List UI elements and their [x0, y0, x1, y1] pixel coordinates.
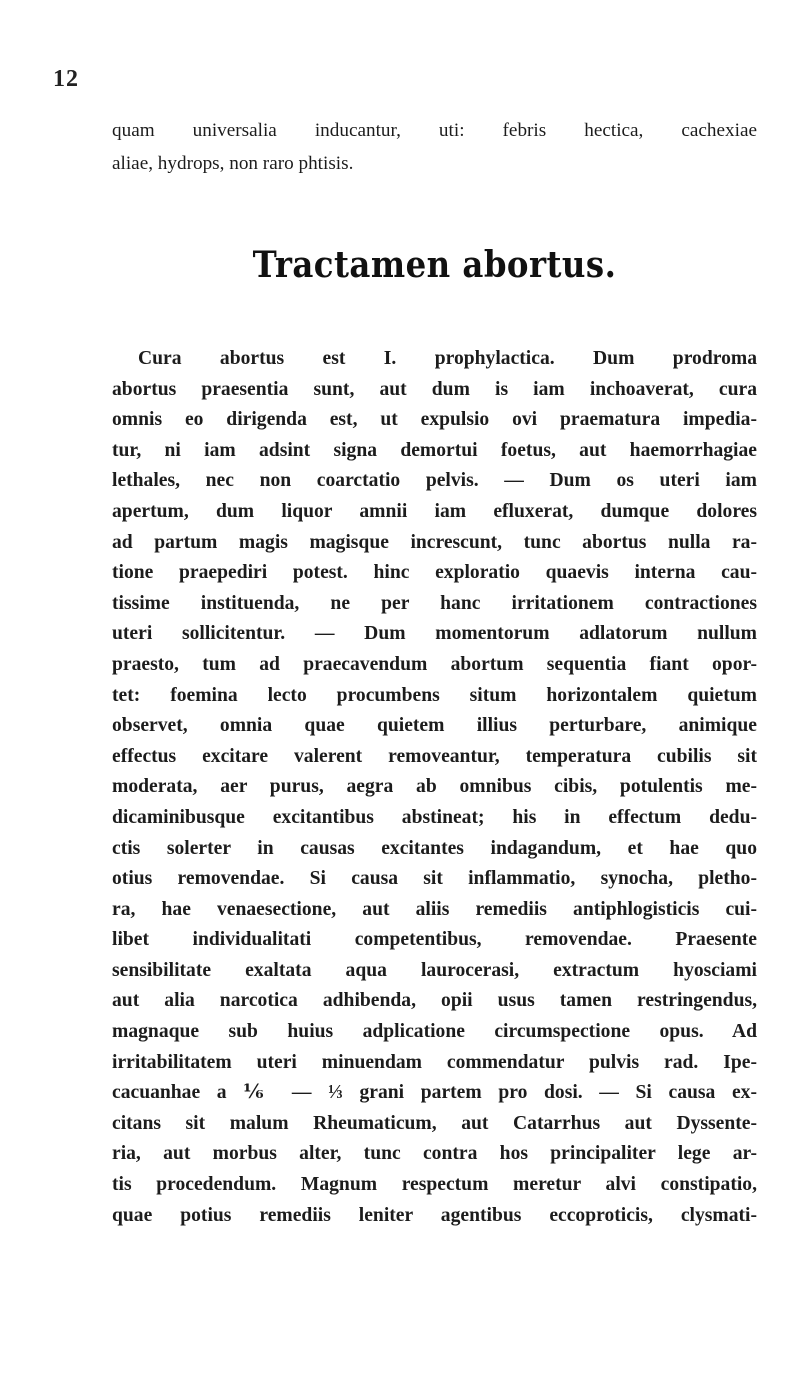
text-line: aut alia narcotica adhibenda, opii usus tamen restringendus, [112, 990, 757, 1012]
text-line: observet, omnia quae quietem illius perturbare, animique [112, 715, 757, 737]
text-line: uteri sollicitentur. — Dum momentorum adlatorum nullum [112, 623, 757, 645]
text-line: ad partum magis magisque increscunt, tunc abortus nulla ra- [112, 531, 757, 553]
text-line: lethales, nec non coarctatio pelvis. — Dum os uteri iam [112, 470, 757, 492]
page-number: 12 [53, 66, 79, 92]
body-paragraph [112, 344, 757, 1231]
section-heading: Tractamen abortus. [252, 244, 617, 286]
text-line: quam universalia inducantur, uti: febris hectica, cachexiae [112, 120, 757, 141]
text-line: moderata, aer purus, aegra ab omnibus cibis, potulentis me- [112, 776, 757, 798]
text-line: tissime instituenda, ne per hanc irritationem contractiones [112, 592, 757, 614]
text-line: ctis solerter in causas excitantes indagandum, et hae quo [112, 837, 757, 859]
text-line: praesto, tum ad praecavendum abortum sequentia fiant opor- [112, 653, 757, 675]
text-line: otius removendae. Si causa sit inflammatio, synocha, pletho- [112, 868, 757, 890]
text-line: ra, hae venaesectione, aut aliis remediis antiphlogisticis cui- [112, 898, 757, 920]
text-line: magnaque sub huius adplicatione circumspectione opus. Ad [112, 1021, 757, 1043]
text-line: abortus praesentia sunt, aut dum is iam inchoaverat, cura [112, 378, 757, 400]
text-line: effectus excitare valerent removeantur, temperatura cubilis sit [112, 745, 757, 767]
text-line: tione praepediri potest. hinc exploratio quaevis interna cau- [112, 562, 757, 584]
text-line: tis procedendum. Magnum respectum meretur alvi constipatio, [112, 1174, 757, 1196]
intro-paragraph [112, 114, 757, 180]
text-line: irritabilitatem uteri minuendam commendatur pulvis rad. Ipe- [112, 1051, 757, 1073]
text-line: citans sit malum Rheumaticum, aut Catarrhus aut Dyssente- [112, 1112, 757, 1134]
text-line: dicaminibusque excitantibus abstineat; his in effectum dedu- [112, 806, 757, 828]
text-line: aliae, hydrops, non raro phtisis. [112, 153, 354, 174]
text-line: tur, ni iam adsint signa demortui foetus, aut haemorrhagiae [112, 439, 757, 461]
text-line: Cura abortus est I. prophylactica. Dum prodroma [138, 348, 757, 369]
text-line: cacuanhae a ⅙ — ⅓ grani partem pro dosi. — Si causa ex- [112, 1082, 757, 1104]
text-line: omnis eo dirigenda est, ut expulsio ovi praematura impedia- [112, 409, 757, 431]
text-line: tet: foemina lecto procumbens situm horizontalem quietum [112, 684, 757, 706]
text-line: quae potius remediis leniter agentibus eccoproticis, clysmati- [112, 1204, 757, 1226]
text-line: sensibilitate exaltata aqua laurocerasi, extractum hyosciami [112, 959, 757, 981]
text-line: apertum, dum liquor amnii iam efluxerat, dumque dolores [112, 500, 757, 522]
text-line: libet individualitati competentibus, removendae. Praesente [112, 929, 757, 951]
text-line: ria, aut morbus alter, tunc contra hos principaliter lege ar- [112, 1143, 757, 1165]
